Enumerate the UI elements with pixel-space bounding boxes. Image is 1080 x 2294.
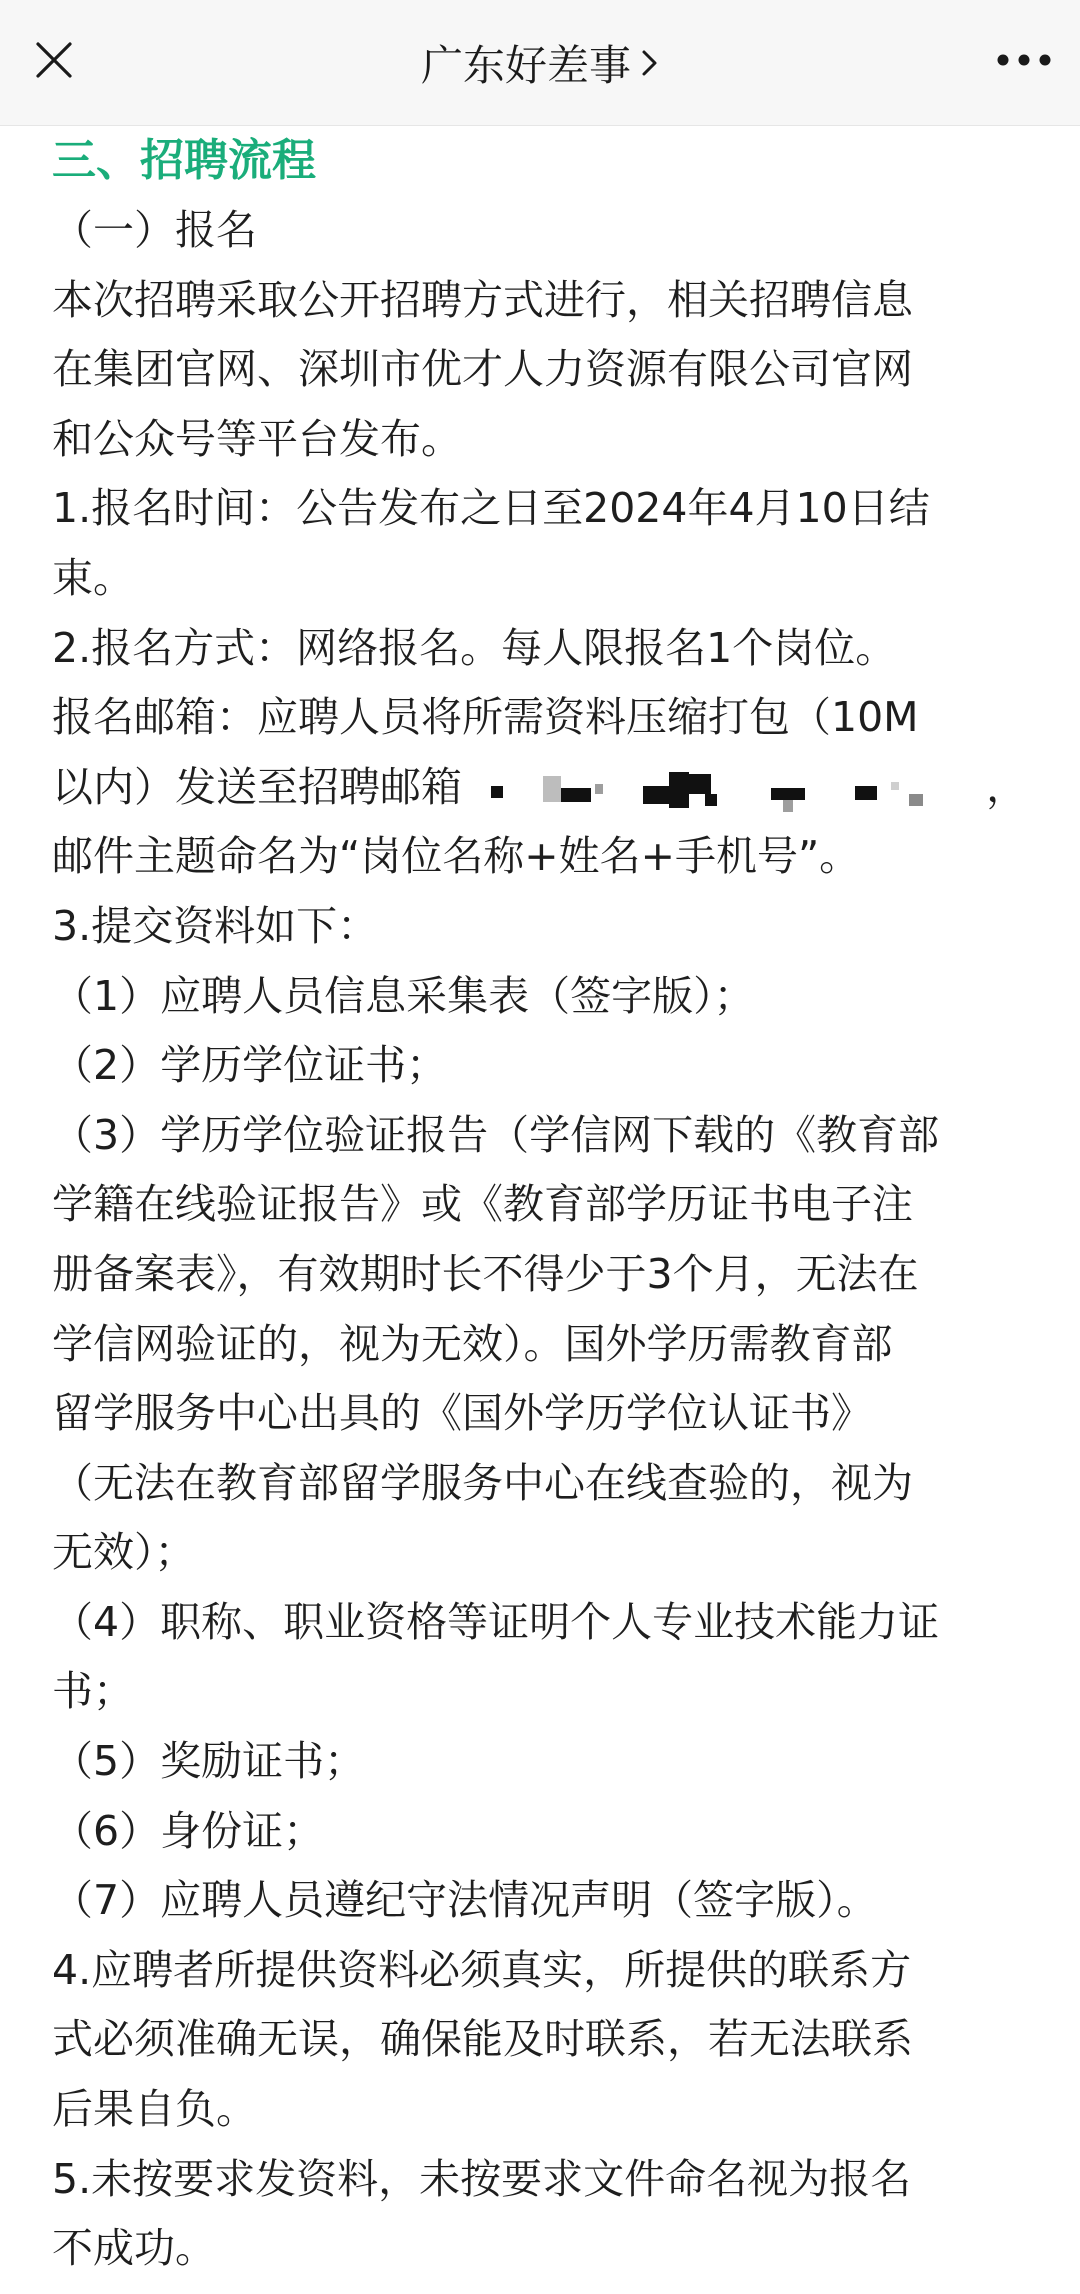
paragraph-line: 书； [52,1667,134,1716]
paragraph-line: 3.提交资料如下： [52,901,379,950]
paragraph-text: ， [986,762,1028,811]
list-item: （4）职称、职业资格等证明个人专业技术能力证 [52,1597,940,1646]
paragraph-line: 4.应聘者所提供资料必须真实，所提供的联系方 [52,1945,912,1994]
paragraph-line: 5.未按要求发资料，未按要求文件命名视为报名 [52,2154,912,2203]
list-item: （2）学历学位证书； [52,1041,448,1090]
paragraph-line: 学籍在线验证报告》或《教育部学历证书电子注 [52,1180,913,1229]
paragraph-text: 以内）发送至招聘邮箱 [52,762,462,811]
paragraph-line: 不成功。 [52,2224,216,2273]
more-horizontal-icon [996,53,1052,67]
paragraph-line: 和公众号等平台发布。 [52,414,462,463]
email-line [52,753,1032,823]
article-body [52,126,1032,2284]
paragraph-line: 束。 [52,553,134,602]
list-item: （7）应聘人员遵纪守法情况声明（签字版）。 [52,1876,878,1925]
paragraph-line: 2.报名方式：网络报名。每人限报名1个岗位。 [52,623,897,672]
section-heading: 三、招聘流程 [52,135,316,186]
paragraph-line: 在集团官网、深圳市优才人力资源有限公司官网 [52,345,913,394]
paragraph-line: 邮件主题命名为“岗位名称+姓名+手机号”。 [52,832,861,881]
redacted-email [483,770,953,810]
paragraph-line: 学信网验证的，视为无效）。国外学历需教育部 [52,1319,893,1368]
subsection-title: （一）报名 [52,206,257,254]
paragraph-line: 1.报名时间：公告发布之日至2024年4月10日结 [52,484,930,533]
paragraph-line: 册备案表》，有效期时长不得少于3个月，无法在 [52,1249,919,1298]
chevron-right-icon [641,48,659,78]
list-item: （6）身份证； [52,1806,325,1855]
more-button[interactable] [992,32,1056,88]
paragraph-line: 后果自负。 [52,2085,257,2134]
paragraph-line: 无效）； [52,1528,196,1577]
paragraph-line: 本次招聘采取公开招聘方式进行，相关招聘信息 [52,275,913,324]
paragraph-line: 留学服务中心出具的《国外学历学位认证书》 [52,1389,872,1438]
close-button[interactable] [26,32,82,88]
list-item: （3）学历学位验证报告（学信网下载的《教育部 [52,1110,940,1159]
paragraph-line: （无法在教育部留学服务中心在线查验的，视为 [52,1458,913,1507]
paragraph-line: 式必须准确无误，确保能及时联系，若无法联系 [52,2015,913,2064]
page-title: 广东好差事 [420,41,631,90]
top-navigation-bar [0,0,1080,126]
paragraph-line: 报名邮箱：应聘人员将所需资料压缩打包（10M [52,693,919,742]
list-item: （1）应聘人员信息采集表（签字版）； [52,971,755,1020]
close-icon [34,40,74,80]
list-item: （5）奖励证书； [52,1737,366,1786]
account-title-link[interactable] [421,33,659,93]
